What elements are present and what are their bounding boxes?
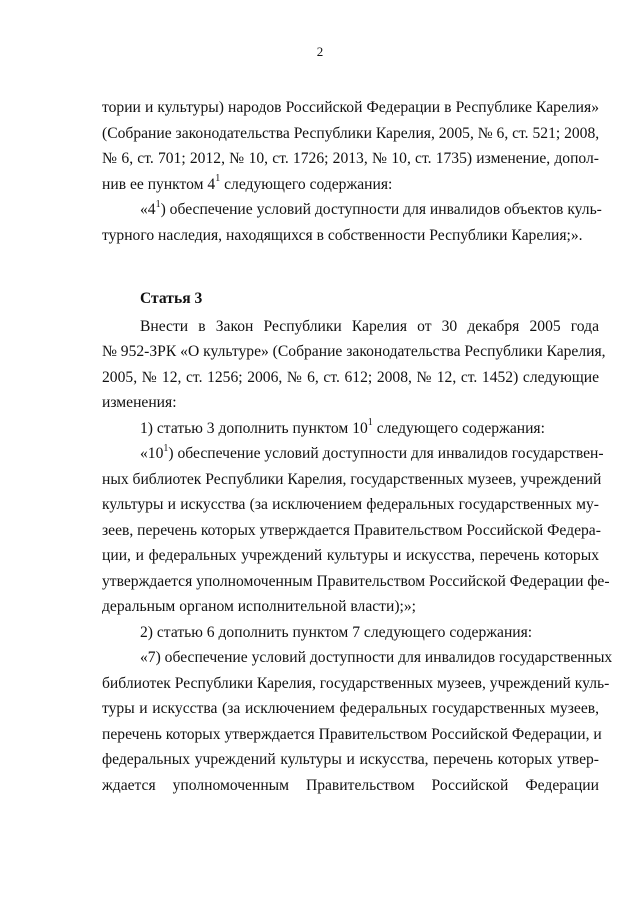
- text-line: туры и искусства (за исключением федеральных государственных музеев,: [102, 700, 599, 717]
- paragraph-3: [102, 314, 606, 416]
- text-line: утверждается уполномоченным Правительством Российской Федерации фе-: [102, 572, 610, 590]
- text-line: «$10^1$) обеспечение условий доступности для инвалидов государствен-: [140, 442, 604, 462]
- text-line: 2005, № 12, ст. 1256; 2006, № 6, ст. 612; 2008, № 12, ст. 1452) следующие: [102, 368, 599, 386]
- text-line: нив ее пунктом $4^1$ следующего содержания:: [102, 173, 393, 193]
- text-line: ных библиотек Республики Карелия, государственных музеев, учреждений: [102, 470, 602, 488]
- superscript: 1: [367, 417, 373, 429]
- text-line: ции, и федеральных учреждений культуры и искусства, перечень которых: [102, 547, 599, 564]
- text-line: изменения:: [102, 394, 177, 411]
- spacer: [102, 248, 599, 282]
- text-line: перечень которых утверждается Правительством Российской Федерации, и: [102, 725, 602, 743]
- paragraph-4: [102, 416, 599, 442]
- text-line: 1) статью 3 дополнить пунктом $10^1$ следующего содержания:: [140, 417, 545, 437]
- superscript: 1: [215, 173, 221, 185]
- paragraph-7: [102, 645, 613, 798]
- text-line: деральным органом исполнительной власти);»;: [102, 598, 416, 615]
- text-line: библиотек Республики Карелия, государственных музеев, учреждений куль-: [102, 674, 610, 692]
- superscript: 1: [163, 442, 169, 454]
- text-line: «$4^1$) обеспечение условий доступности для инвалидов объектов куль-: [140, 198, 602, 218]
- page-number: 2: [316, 44, 324, 59]
- paragraph-5: [102, 441, 610, 620]
- text-line: № 6, ст. 701; 2012, № 10, ст. 1726; 2013, № 10, ст. 1735) изменение, допол-: [102, 150, 599, 167]
- text-line: тории и культуры) народов Российской Федерации в Республике Карелия»: [102, 99, 599, 116]
- text-line: «7) обеспечение условий доступности для инвалидов государственных: [140, 649, 613, 666]
- text-line: турного наследия, находящихся в собственности Республики Карелия;».: [102, 226, 583, 244]
- text-line: (Собрание законодательства Республики Карелия, 2005, № 6, ст. 521; 2008,: [102, 124, 600, 142]
- text-line: ждается уполномоченным Правительством Российской Федерации: [102, 776, 599, 794]
- text-line: Внести в Закон Республики Карелия от 30 декабря 2005 года: [140, 317, 599, 335]
- text-line: зеев, перечень которых утверждается Правительством Российской Федера-: [102, 521, 601, 539]
- text-line: 2) статью 6 дополнить пунктом 7 следующего содержания:: [140, 623, 533, 641]
- article-heading: Статья 3: [140, 290, 203, 307]
- paragraph-6: [102, 620, 599, 646]
- text-line: № 952-ЗРК «О культуре» (Собрание законодательства Республики Карелия,: [102, 343, 606, 360]
- paragraph-1: [102, 95, 599, 197]
- document-body: [102, 95, 613, 798]
- superscript: 1: [155, 198, 161, 210]
- text-line: федеральных учреждений культуры и искусства, перечень которых утвер-: [102, 751, 599, 768]
- paragraph-2: [102, 197, 602, 248]
- text-line: культуры и искусства (за исключением федеральных государственных му-: [102, 496, 599, 513]
